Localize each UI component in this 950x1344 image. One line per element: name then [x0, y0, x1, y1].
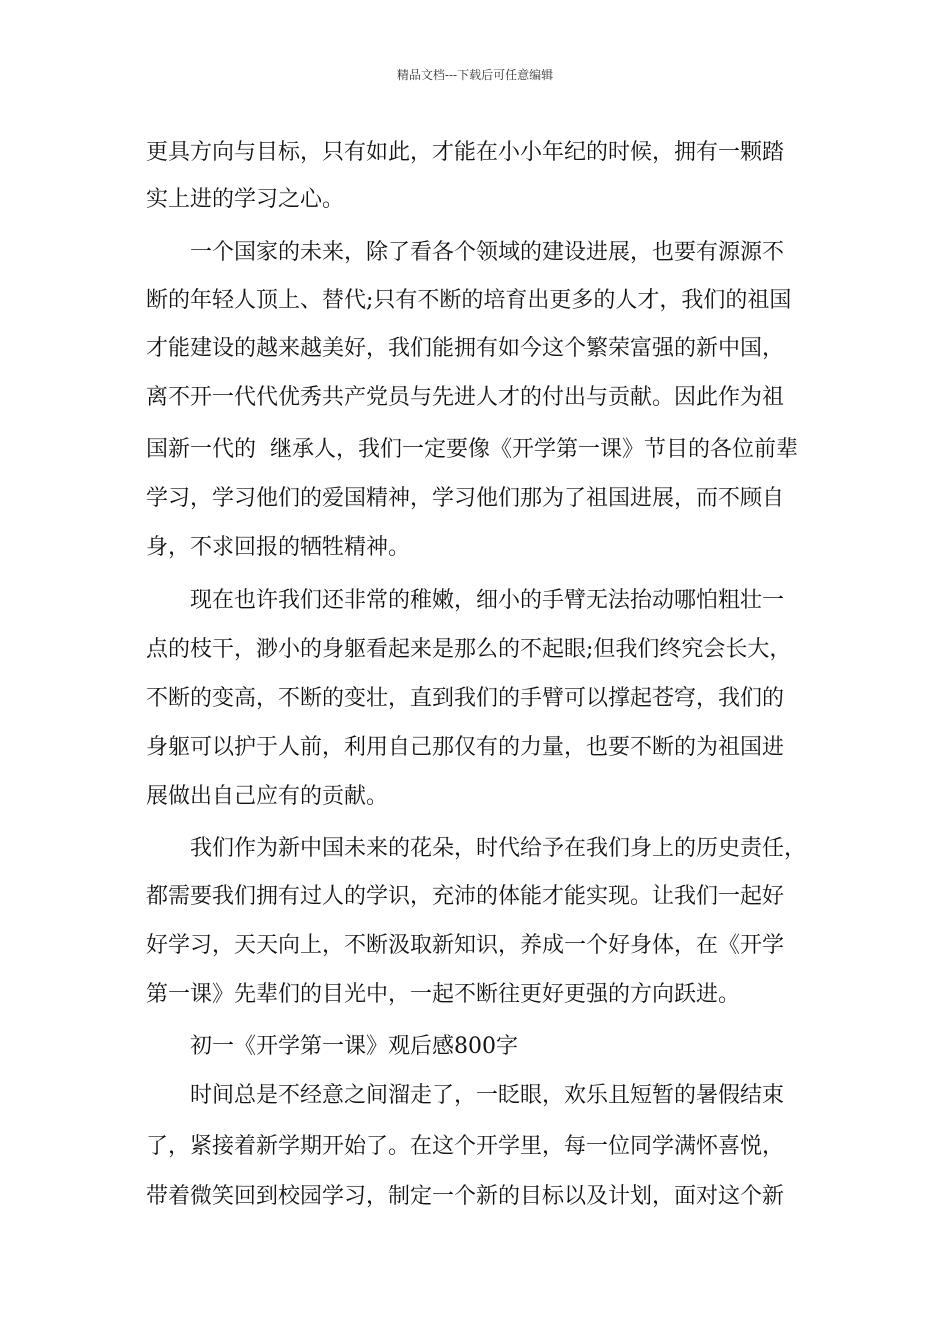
text-line: 身，不求回报的牺牲精神。: [146, 535, 411, 560]
text-line: 更具方向与目标，只有如此，才能在小小年纪的时候，拥有一颗踏: [146, 140, 785, 165]
text-line: 实上进的学习之心。: [146, 187, 345, 212]
text-line: 都需要我们拥有过人的学识，充沛的体能才能实现。让我们一起好: [146, 884, 785, 909]
text-line: 不断的变高，不断的变壮，直到我们的手臂可以撑起苍穹，我们的: [146, 686, 785, 711]
text-line: 时间总是不经意之间溜走了，一眨眼，欢乐且短暂的暑假结束: [190, 1083, 785, 1108]
text-line: 一个国家的未来，除了看各个领域的建设进展，也要有源源不: [190, 240, 785, 265]
text-line: 点的枝干，渺小的身躯看起来是那么的不起眼;但我们终究会长大，: [146, 637, 792, 662]
text-line: 离不开一代代优秀共产党员与先进人才的付出与贡献。因此作为祖: [146, 385, 785, 410]
text-line: 展做出自己应有的贡献。: [146, 784, 389, 809]
text-line: 第一课》先辈们的目光中，一起不断往更好更强的方向跃进。: [146, 982, 741, 1007]
text-line: 了，紧接着新学期开始了。在这个开学里，每一位同学满怀喜悦，: [146, 1134, 785, 1159]
text-line: 现在也许我们还非常的稚嫩，细小的手臂无法抬动哪怕粗壮一: [190, 588, 785, 613]
text-line: 带着微笑回到校园学习，制定一个新的目标以及计划，面对这个新: [146, 1184, 785, 1209]
text-line: 断的年轻人顶上、替代;只有不断的培育出更多的人才，我们的祖国: [146, 288, 792, 313]
text-line: 初一《开学第一课》观后感800字: [190, 1034, 518, 1059]
page-header: 精品文档---下载后可任意编辑: [396, 68, 554, 82]
text-line: 学习，学习他们的爱国精神，学习他们那为了祖国进展，而不顾自: [146, 486, 785, 511]
text-line: 我们作为新中国未来的花朵，时代给予在我们身上的历史责任，: [190, 836, 807, 861]
text-line: 国新一代的 继承人，我们一定要像《开学第一课》节目的各位前辈: [146, 437, 798, 462]
text-line: 身躯可以护于人前，利用自己那仅有的力量，也要不断的为祖国进: [146, 735, 785, 760]
text-line: 才能建设的越来越美好，我们能拥有如今这个繁荣富强的新中国，: [146, 336, 785, 361]
text-line: 好学习，天天向上，不断汲取新知识，养成一个好身体，在《开学: [146, 933, 785, 958]
